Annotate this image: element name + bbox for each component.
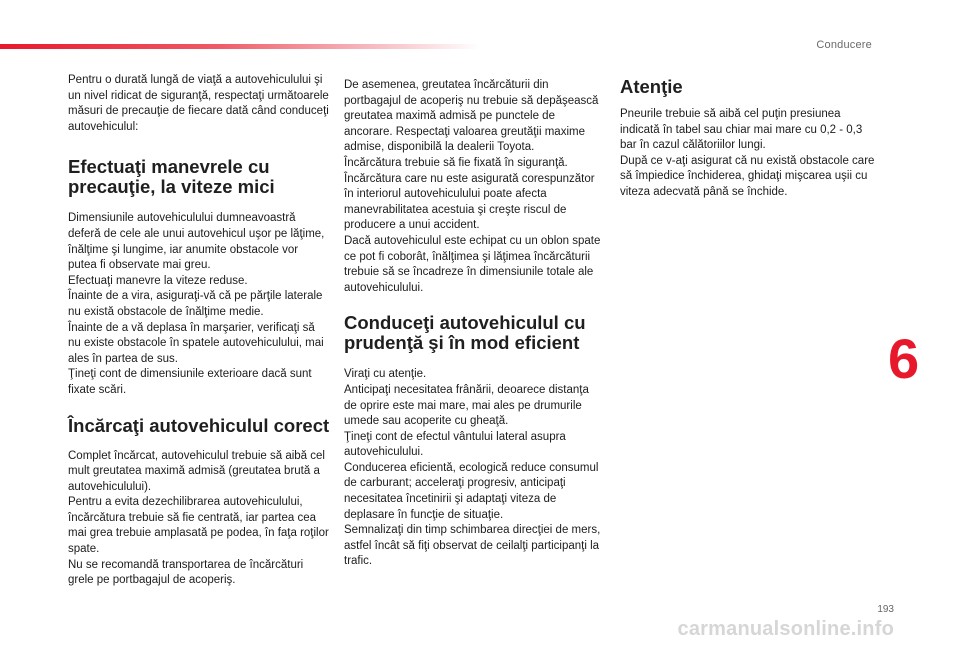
page-number: 193 [877, 604, 894, 615]
heading-driving: Conduceţi autovehiculul cu prudenţă şi în mod eficient [344, 312, 586, 354]
attention-paragraph: Pneurile trebuie să aibă cel puţin presiunea indicată în tabel sau chiar mai mare cu 0,2 - 0,3 bar în cazul călătoriilor lungi. După ce v-aţi asigurat că nu există obstacole care să împiedice închiderea, ghidaţi mişcarea uşii cu viteza adecvată până se închide. [620, 108, 875, 198]
header-accent-bar [0, 44, 480, 49]
chapter-number: 6 [888, 327, 920, 390]
section-title: Conducere [816, 39, 872, 51]
heading-maneuvers: Efectuaţi manevrele cu precauţie, la viteze mici [68, 156, 275, 198]
roof-load-paragraph: De asemenea, greutatea încărcăturii din portbagajul de acoperiş nu trebuie să depăşească greutatea maximă admisă pe punctele de ancorare. Respectaţi valoarea greutăţii maxime admise, disponibilă la dealerii Toyota. Încărcătura trebuie să fie fixată în siguranţă. Încărcătura care nu este asigurată corespunzător în interiorul autovehiculului poate afecta manevrabilitatea acestuia şi creşte riscul de producere a unui accident. Dacă autovehiculul este echipat cu un oblon spate ce pot fi coborât, înălţimea şi lăţimea încărcăturii trebuie să se încadreze în dimensiunile totale ale autovehiculului. [344, 79, 601, 294]
column-3 [620, 73, 882, 201]
column-1 [68, 73, 330, 589]
heading-loading: Încărcaţi autovehiculul corect [68, 414, 330, 436]
intro-paragraph: Pentru o durată lungă de viaţă a autovehiculului şi un nivel ridicat de siguranţă, respectaţi următoarele măsuri de precauţie de fiecare dată când conduceţi autovehiculul: [68, 74, 329, 133]
heading-attention: Atenţie [620, 76, 683, 97]
column-2 [344, 78, 604, 570]
watermark: carmanualsonline.info [677, 618, 894, 640]
loading-paragraph: Complet încărcat, autovehiculul trebuie să aibă cel mult greutatea maximă admisă (greutatea brută a autovehiculului). Pentru a evita dezechilibrarea autovehiculului, încărcătura trebuie să fie centrată, iar partea cea mai grea trebuie amplasată pe podea, în faţa roţilor spate. Nu se recomandă transportarea de încărcături grele pe portbagajul de acoperiş. [68, 449, 329, 587]
driving-paragraph: Viraţi cu atenţie. Anticipaţi necesitatea frânării, deoarece distanţa de oprire este mai mare, mai ales pe drumurile umede sau acoperite cu gheaţă. Ţineţi cont de efectul vântului lateral asupra autovehiculului. Conducerea eficientă, ecologică reduce consumul de carburant; acceleraţi progresiv, anticipaţi necesitatea încetinirii şi adaptaţi viteza de deplasare în funcţie de situaţie. Semnalizaţi din timp schimbarea direcţiei de mers, astfel încât să fiţi observat de ceilalţi participanţi la trafic. [344, 368, 601, 568]
maneuvers-paragraph: Dimensiunile autovehiculului dumneavoastră deferă de cele ale unui autovehicul uşor pe lăţime, înălţime şi lungime, iar anumite obstacole vor putea fi observate mai greu. Efectuaţi manevre la viteze reduse. Înainte de a vira, asiguraţi-vă că pe părţile laterale nu există obstacole de înălţime medie. Înainte de a vă deplasa în marşarier, verificaţi să nu existe obstacole în spatele autovehiculului, mai ales în partea de sus. Ţineţi cont de dimensiunile exterioare dacă sunt fixate scări. [68, 212, 325, 396]
